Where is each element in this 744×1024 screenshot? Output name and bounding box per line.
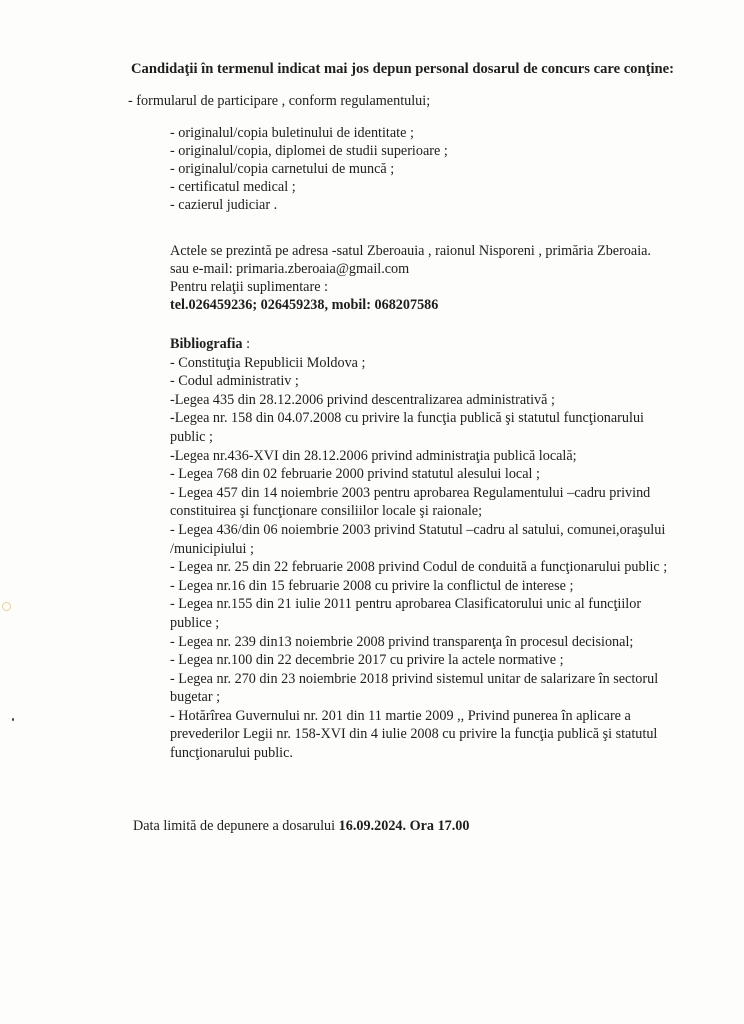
bibliography-item: - Legea nr. 239 din13 noiembrie 2008 privind transparenţa în procesul decisional;	[170, 633, 634, 650]
deadline-date: 16.09.2024.	[338, 818, 407, 834]
bibliography-item: - Codul administrativ ;	[170, 373, 299, 390]
address-line: Actele se prezintă pe adresa -satul Zberoauia , raionul Nisporeni , primăria Zberoaia.	[170, 243, 651, 259]
bibliography-item: -Legea 435 din 28.12.2006 privind descentralizarea administrativă ;	[170, 391, 555, 408]
deadline-time: Ora 17.00	[406, 818, 470, 834]
scan-artifact-mark	[2, 602, 11, 611]
documents-list	[170, 124, 448, 214]
deadline-label: Data limită de depunere a dosarului	[133, 818, 339, 834]
participation-form-item: - formularul de participare , conform regulamentului;	[128, 93, 431, 109]
bibliography-item: prevederilor Legii nr. 158-XVI din 4 iulie 2008 cu privire la funcţia publică şi statutul	[170, 726, 658, 743]
document-item: - cazierul judiciar .	[170, 197, 278, 213]
document-item: - originalul/copia, diplomei de studii superioare ;	[170, 143, 448, 159]
bibliography-title-suffix: :	[242, 336, 251, 352]
document-item: - certificatul medical ;	[170, 179, 296, 195]
bibliography-item: -Legea nr.436-XVI din 28.12.2006 privind administraţia publică locală;	[170, 447, 577, 464]
deadline-line	[133, 817, 470, 835]
bibliography-item: /municipiului ;	[170, 540, 254, 557]
bibliography-list	[170, 354, 667, 763]
relations-line: Pentru relaţii suplimentare :	[170, 279, 328, 295]
bibliography-item: - Legea nr.16 din 15 februarie 2008 cu privire la conflictul de interese ;	[170, 577, 574, 594]
bibliography-item: bugetar ;	[170, 689, 221, 706]
document-item: - originalul/copia carnetului de muncă ;	[170, 161, 395, 177]
bibliography-item: - Legea 457 din 14 noiembrie 2003 pentru aprobarea Regulamentului –cadru privind	[170, 484, 651, 501]
document-item: - originalul/copia buletinului de identitate ;	[170, 125, 414, 141]
bibliography-item: - Legea nr. 270 din 23 noiembrie 2018 privind sistemul unitar de salarizare în sectorul	[170, 670, 659, 687]
scan-artifact-dot	[12, 718, 14, 721]
bibliography-item: - Hotărîrea Guvernului nr. 201 din 11 martie 2009 ,, Privind punerea în aplicare a	[170, 707, 631, 724]
bibliography-item: -Legea nr. 158 din 04.07.2008 cu privire la funcţia publică şi statutul funcţionarului	[170, 410, 644, 427]
bibliography-item: funcţionarului public.	[170, 745, 293, 762]
email-line: sau e-mail: primaria.zberoaia@gmail.com	[170, 261, 410, 277]
bibliography-section	[170, 335, 667, 763]
bibliography-item: - Legea 768 din 02 februarie 2000 privind statutul alesului local ;	[170, 466, 540, 483]
phones-line: tel.026459236; 026459238, mobil: 068207586	[170, 297, 439, 313]
bibliography-title	[170, 335, 667, 354]
bibliography-title-text: Bibliografia	[170, 336, 243, 352]
bibliography-item: - Legea nr.155 din 21 iulie 2011 pentru aprobarea Clasificatorului unic al funcţiilor	[170, 596, 642, 613]
bibliography-item: publice ;	[170, 614, 220, 631]
bibliography-item: - Constituţia Republicii Moldova ;	[170, 354, 366, 371]
bibliography-item: constituirea şi funcţionare consiliilor locale şi raionale;	[170, 503, 483, 520]
bibliography-item: - Legea nr.100 din 22 decembrie 2017 cu privire la actele normative ;	[170, 652, 564, 669]
bibliography-item: - Legea nr. 25 din 22 februarie 2008 privind Codul de conduită a funcţionarului public ;	[170, 559, 668, 576]
bibliography-item: public ;	[170, 428, 213, 445]
contact-block	[170, 242, 651, 314]
bibliography-item: - Legea 436/din 06 noiembrie 2003 privind Statutul –cadru al satului, comunei,oraşului	[170, 521, 666, 538]
requirements-heading: Candidaţii în termenul indicat mai jos depun personal dosarul de concurs care conţine:	[131, 61, 674, 77]
